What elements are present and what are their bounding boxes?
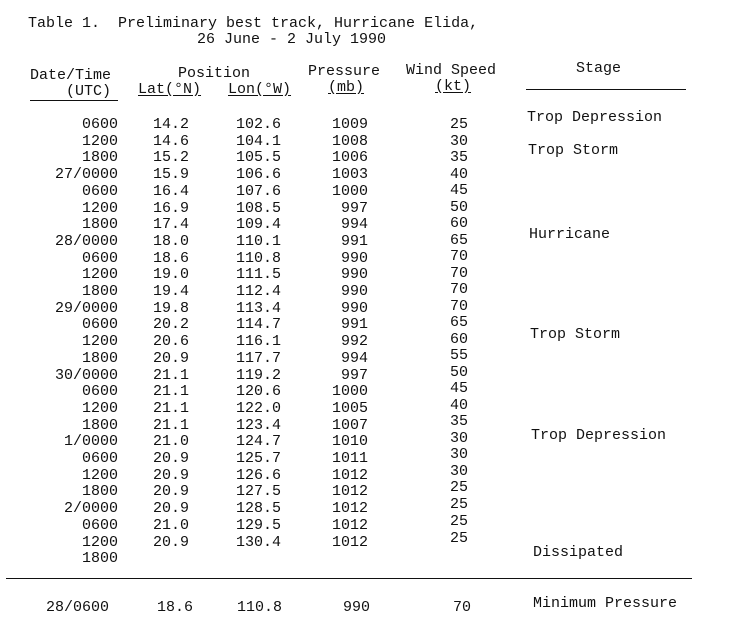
summary-wind: 70	[453, 599, 472, 616]
cell-wind: 55	[449, 347, 468, 364]
table-row	[0, 200, 732, 217]
summary-label: Minimum Pressure	[533, 595, 678, 612]
cell-datetime: 0600	[81, 116, 118, 133]
cell-lat: 20.9	[152, 349, 189, 367]
cell-wind: 70	[449, 297, 468, 315]
cell-pressure: 1008	[331, 132, 368, 150]
cell-datetime: 1/0000	[63, 433, 118, 451]
cell-lat: 20.9	[152, 500, 189, 518]
cell-wind: 30	[449, 446, 468, 463]
summary-pressure: 990	[343, 599, 371, 616]
cell-lon: 105.5	[235, 149, 281, 167]
header-kt: (kt)	[435, 78, 472, 95]
header-mb: (mb)	[328, 79, 365, 96]
cell-lat: 21.1	[152, 383, 189, 401]
cell-pressure: 1012	[331, 466, 368, 484]
table-row	[0, 250, 732, 267]
cell-wind: 35	[449, 149, 468, 166]
cell-lon: 110.1	[235, 232, 281, 250]
stage-label: Hurricane	[529, 226, 611, 243]
cell-pressure: 997	[340, 199, 368, 217]
cell-datetime: 0600	[81, 316, 118, 334]
summary-row	[0, 595, 732, 616]
cell-pressure: 1003	[331, 166, 368, 184]
cell-pressure: 1009	[331, 116, 368, 133]
cell-wind: 45	[449, 380, 468, 397]
cell-datetime: 1800	[81, 149, 118, 167]
cell-wind: 25	[449, 496, 468, 514]
cell-wind: 40	[449, 396, 468, 414]
table-row	[0, 283, 732, 300]
table-row	[0, 330, 732, 351]
table-row	[0, 380, 732, 401]
cell-pressure: 994	[340, 349, 368, 367]
cell-lat: 21.1	[152, 366, 189, 384]
cell-lat: 21.1	[152, 399, 189, 417]
cell-pressure: 1000	[331, 182, 368, 200]
table-row	[0, 347, 732, 367]
stage-label: Dissipated	[533, 544, 624, 561]
cell-lon: 114.7	[235, 316, 281, 334]
header-pressure: Pressure	[308, 63, 381, 80]
cell-lat: 20.2	[152, 316, 189, 334]
cell-wind: 40	[449, 165, 468, 183]
cell-lon: 124.7	[235, 433, 281, 451]
table-row	[0, 183, 732, 200]
table-row	[0, 166, 732, 183]
cell-lon: 120.6	[235, 383, 281, 401]
cell-datetime: 1800	[81, 349, 118, 367]
cell-lat: 20.9	[152, 450, 189, 467]
cell-wind: 65	[449, 231, 468, 249]
cell-lon: 108.5	[235, 199, 281, 217]
cell-lat: 20.9	[152, 483, 189, 501]
cell-wind: 70	[449, 281, 468, 298]
cell-wind: 25	[449, 116, 468, 133]
cell-pressure: 997	[340, 366, 368, 384]
cell-lon: 122.0	[235, 399, 281, 417]
cell-pressure: 1010	[331, 433, 368, 451]
cell-wind: 30	[449, 132, 468, 150]
cell-wind: 60	[449, 215, 468, 232]
summary-lat: 18.6	[157, 599, 194, 616]
cell-pressure: 990	[340, 249, 368, 267]
stage-label: Trop Storm	[530, 326, 621, 343]
cell-datetime: 28/0000	[54, 232, 118, 250]
stage-label: Trop Storm	[528, 142, 619, 159]
cell-lon: 127.5	[235, 483, 281, 501]
cell-lat: 18.0	[152, 232, 189, 250]
cell-lat: 21.0	[152, 516, 189, 534]
table-row	[0, 266, 732, 283]
table-date-range: 26 June - 2 July 1990	[197, 31, 387, 48]
cell-lat: 17.4	[152, 216, 189, 234]
cell-lat: 18.6	[152, 249, 189, 267]
cell-datetime: 1200	[81, 533, 118, 551]
cell-lat: 19.4	[152, 283, 189, 300]
cell-wind: 65	[449, 314, 468, 331]
cell-lon: 112.4	[235, 283, 281, 300]
cell-lon: 104.1	[235, 132, 281, 150]
cell-wind: 45	[449, 182, 468, 199]
cell-pressure: 1006	[331, 149, 368, 167]
table-row	[0, 233, 732, 250]
table-row	[0, 216, 732, 233]
cell-pressure: 1007	[331, 416, 368, 434]
cell-pressure: 994	[340, 216, 368, 234]
cell-wind: 25	[449, 479, 468, 497]
cell-pressure: 1012	[331, 500, 368, 518]
header-underline-stage	[526, 89, 686, 90]
cell-pressure: 992	[340, 333, 368, 351]
stage-label: Trop Depression	[531, 427, 667, 444]
summary-lon: 110.8	[237, 599, 283, 616]
cell-pressure: 1012	[331, 516, 368, 534]
cell-wind: 25	[449, 529, 468, 547]
cell-lat: 14.6	[152, 132, 189, 150]
cell-lon: 111.5	[235, 266, 281, 284]
table-row	[0, 446, 732, 467]
summary-separator	[6, 578, 692, 579]
table-caption: Table 1. Preliminary best track, Hurricane Elida,	[28, 15, 479, 32]
cell-datetime: 1800	[81, 550, 118, 568]
cell-lon: 130.4	[235, 533, 281, 551]
cell-lon: 119.2	[235, 366, 281, 384]
table-row	[0, 316, 732, 333]
cell-pressure: 1012	[331, 533, 368, 551]
cell-datetime: 1800	[81, 216, 118, 234]
header-position: Position	[178, 65, 251, 82]
cell-datetime: 0600	[81, 516, 118, 534]
cell-datetime: 2/0000	[63, 500, 118, 518]
header-datetime: Date/Time	[30, 67, 112, 84]
cell-pressure: 1000	[331, 383, 368, 401]
cell-datetime: 1200	[81, 132, 118, 150]
cell-lat: 19.0	[152, 266, 189, 284]
cell-datetime: 1200	[81, 266, 118, 284]
cell-lon: 123.4	[235, 416, 281, 434]
cell-lat: 20.9	[152, 466, 189, 484]
cell-lon: 129.5	[235, 516, 281, 534]
cell-lon: 107.6	[235, 182, 281, 200]
cell-lon: 113.4	[235, 299, 281, 317]
cell-lon: 102.6	[235, 116, 281, 133]
cell-pressure: 990	[340, 283, 368, 300]
header-underline-datetime	[30, 100, 118, 101]
cell-wind: 60	[449, 330, 468, 348]
table-row	[0, 149, 732, 166]
header-lat: Lat(°N)	[138, 81, 202, 98]
cell-lat: 16.9	[152, 199, 189, 217]
cell-lon: 125.7	[235, 450, 281, 467]
cell-datetime: 1200	[81, 399, 118, 417]
table-row	[0, 363, 732, 384]
cell-lat: 21.0	[152, 433, 189, 451]
cell-datetime: 29/0000	[54, 299, 118, 317]
cell-lon: 110.8	[235, 249, 281, 267]
cell-lat: 19.8	[152, 299, 189, 317]
cell-lon: 106.6	[235, 166, 281, 184]
cell-lat: 20.6	[152, 333, 189, 351]
cell-wind: 35	[449, 413, 468, 430]
cell-datetime: 1200	[81, 466, 118, 484]
cell-pressure: 1011	[331, 450, 368, 467]
cell-lon: 109.4	[235, 216, 281, 234]
cell-datetime: 1800	[81, 483, 118, 501]
header-utc: (UTC)	[66, 83, 112, 100]
cell-pressure: 1005	[331, 399, 368, 417]
cell-lat: 14.2	[152, 116, 189, 133]
cell-lat: 20.9	[152, 533, 189, 551]
table-row	[0, 512, 732, 534]
cell-pressure: 991	[340, 316, 368, 334]
cell-lat: 15.2	[152, 149, 189, 167]
table-row	[0, 462, 732, 484]
cell-datetime: 0600	[81, 450, 118, 467]
table-row	[0, 479, 732, 501]
cell-datetime: 27/0000	[54, 166, 118, 184]
cell-pressure: 991	[340, 232, 368, 250]
cell-pressure: 990	[340, 299, 368, 317]
summary-time: 28/0600	[46, 599, 110, 616]
cell-wind: 50	[449, 363, 468, 381]
cell-wind: 50	[449, 198, 468, 216]
cell-lon: 116.1	[235, 333, 281, 351]
cell-datetime: 1800	[81, 416, 118, 434]
cell-lat: 16.4	[152, 182, 189, 200]
cell-lon: 128.5	[235, 500, 281, 518]
table-row	[0, 133, 732, 150]
cell-datetime: 1200	[81, 333, 118, 351]
stage-label: Trop Depression	[527, 109, 663, 126]
cell-lon: 117.7	[235, 349, 281, 367]
cell-pressure: 1012	[331, 483, 368, 501]
cell-pressure: 990	[340, 266, 368, 284]
cell-wind: 30	[449, 462, 468, 480]
cell-datetime: 0600	[81, 383, 118, 401]
cell-datetime: 1200	[81, 199, 118, 217]
header-lon: Lon(°W)	[228, 81, 292, 98]
cell-datetime: 0600	[81, 249, 118, 267]
cell-lat: 21.1	[152, 416, 189, 434]
cell-datetime: 30/0000	[54, 366, 118, 384]
header-stage: Stage	[576, 60, 622, 77]
table-row	[0, 297, 732, 317]
header-windspeed: Wind Speed	[406, 62, 497, 79]
cell-lat: 15.9	[152, 166, 189, 184]
cell-wind: 30	[449, 429, 468, 447]
table-row	[0, 496, 732, 518]
cell-lon: 126.6	[235, 466, 281, 484]
cell-wind: 70	[449, 248, 468, 265]
cell-wind: 70	[449, 264, 468, 282]
cell-datetime: 1800	[81, 283, 118, 300]
table-row	[0, 396, 732, 417]
cell-datetime: 0600	[81, 182, 118, 200]
cell-wind: 25	[449, 512, 468, 530]
